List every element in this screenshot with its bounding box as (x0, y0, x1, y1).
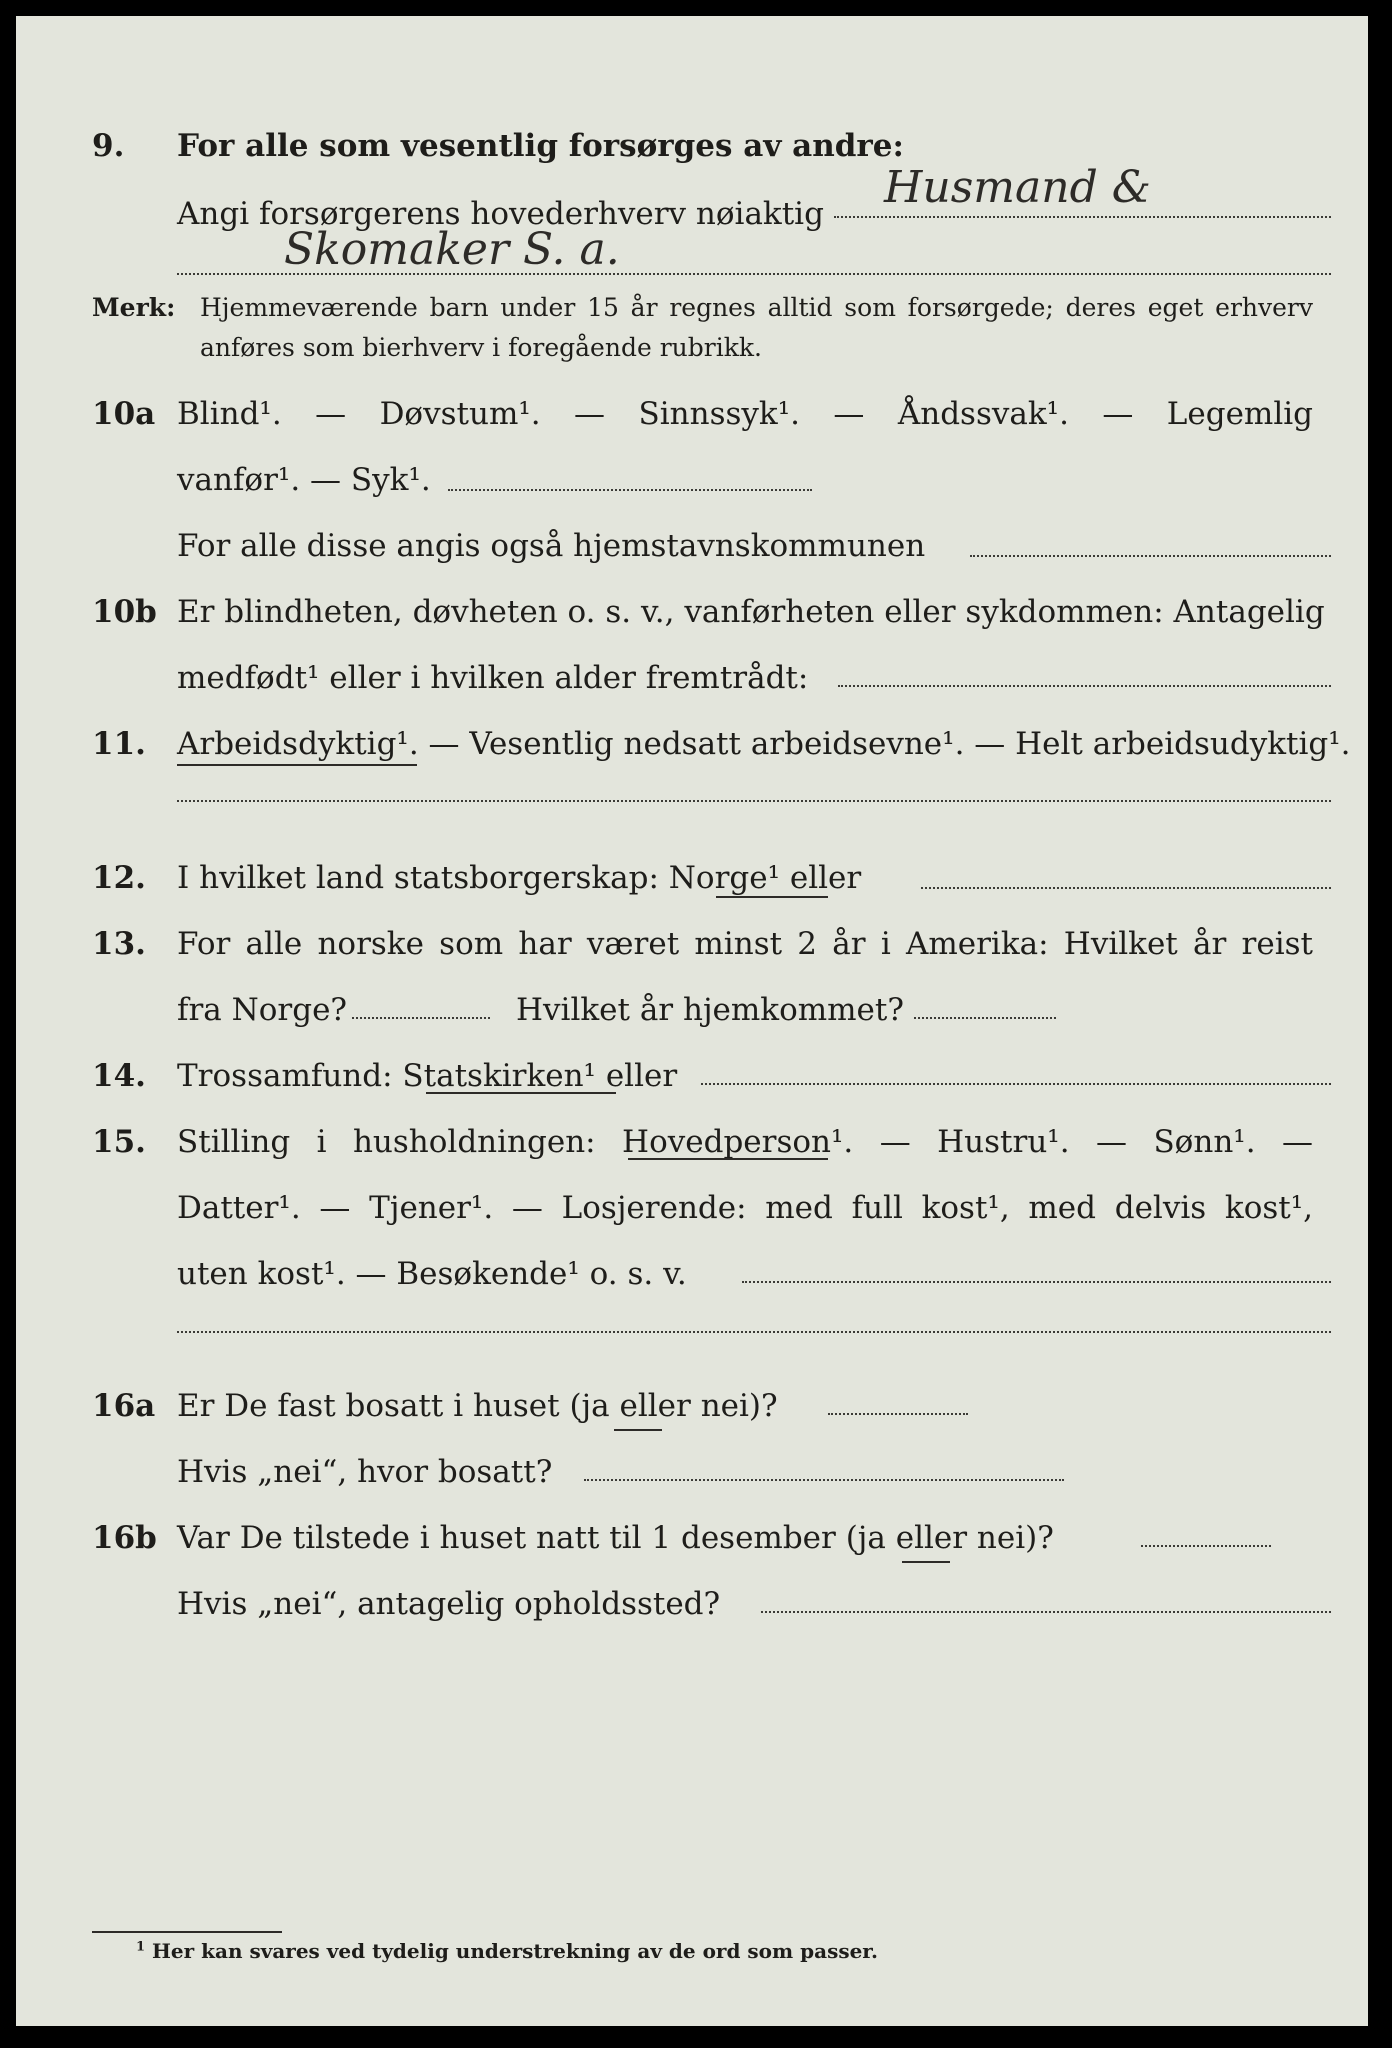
q9-answer-line1[interactable] (834, 216, 1331, 218)
q16a-answer-mark (614, 1429, 662, 1431)
merk-line1: Hjemmeværende barn under 15 år regnes alltid som forsørgede; deres eget erhverv (200, 293, 1313, 322)
q14-answer-underline (426, 1092, 616, 1094)
q11-answer-underline (177, 764, 417, 766)
q13-line1 (16, 916, 1368, 972)
q15-answer-line[interactable] (742, 1281, 1331, 1283)
q10b-line2 (16, 650, 1368, 706)
q10a-hometown-label: For alle disse angis også hjemstavnskommunen (177, 528, 926, 564)
q14-line1 (16, 1048, 1368, 1104)
q14-number: 14. (92, 1058, 146, 1094)
q16a-line2 (16, 1444, 1368, 1500)
merk-line2: anføres som bierhverv i foregående rubrikk. (200, 333, 762, 362)
q9-number: 9. (92, 128, 125, 164)
q12-line1 (16, 850, 1368, 906)
q11-options: Arbeidsdyktig¹. — Vesentlig nedsatt arbeidsevne¹. — Helt arbeidsudyktig¹. (177, 726, 1351, 762)
q10b-question: Er blindheten, døvheten o. s. v., vanførheten eller sykdommen: Antagelig (177, 594, 1325, 630)
q15-extra-line[interactable] (177, 1331, 1331, 1333)
q9-heading: For alle som vesentlig forsørges av andre: (177, 128, 904, 164)
footnote-mark: 1 (136, 1939, 146, 1955)
q12-answer-underline (716, 896, 828, 898)
q10b-number: 10b (92, 594, 157, 630)
q9-line1 (16, 118, 1368, 174)
q12-answer-line[interactable] (921, 887, 1331, 889)
q15-options3: uten kost¹. — Besøkende¹ o. s. v. (177, 1256, 687, 1292)
q12-number: 12. (92, 860, 146, 896)
q10a-hometown-line[interactable] (970, 555, 1331, 557)
q13-right-answer-line[interactable] (914, 1017, 1056, 1019)
q16b-answer-line[interactable] (1141, 1545, 1271, 1547)
q16b-number: 16b (92, 1520, 157, 1556)
q14-answer-line[interactable] (701, 1083, 1331, 1085)
q16a-answer-line[interactable] (828, 1413, 968, 1415)
q16b-answer-mark (902, 1561, 950, 1563)
q10a-line1 (16, 386, 1368, 442)
q16a-line1 (16, 1378, 1368, 1434)
q16b-line2 (16, 1576, 1368, 1632)
q10a-line2 (16, 452, 1368, 508)
q11-number: 11. (92, 726, 146, 762)
q10a-line3 (16, 518, 1368, 574)
q16b-followup: Hvis „nei“, antagelig opholdssted? (177, 1586, 721, 1622)
q13-left-answer-line[interactable] (352, 1017, 490, 1019)
form-page (16, 16, 1368, 2026)
footnote (136, 1934, 878, 1968)
q16a-question: Er De fast bosatt i huset (ja eller nei)? (177, 1388, 778, 1424)
q13-number: 13. (92, 926, 146, 962)
q13-line2 (16, 982, 1368, 1038)
q16a-followup: Hvis „nei“, hvor bosatt? (177, 1454, 553, 1490)
q15-options: Stilling i husholdningen: Hovedperson¹. — Hustru¹. — Sønn¹. — (177, 1124, 1313, 1160)
q9-label: Angi forsørgerens hovederhverv nøiaktig (177, 196, 824, 232)
q15-line1 (16, 1114, 1368, 1170)
q10b-line1 (16, 584, 1368, 640)
q9-handwritten-answer2: Skomaker S. a. (284, 224, 620, 275)
q15-line2 (16, 1180, 1368, 1236)
q9-line2 (16, 186, 1368, 242)
q10a-number: 10a (92, 396, 156, 432)
q16a-followup-line[interactable] (584, 1479, 1064, 1481)
q9-handwritten-answer1: Husmand & (884, 162, 1151, 213)
q10a-options: Blind¹. — Døvstum¹. — Sinnssyk¹. — Åndssvak¹. — Legemlig (177, 396, 1313, 432)
footnote-rule (92, 1931, 282, 1933)
q16a-number: 16a (92, 1388, 156, 1424)
q15-line3 (16, 1246, 1368, 1302)
q10b-question2: medfødt¹ eller i hvilken alder fremtrådt: (177, 660, 809, 696)
footnote-text: Her kan svares ved tydelig understrekning av de ord som passer. (152, 1939, 878, 1963)
q10a-options2: vanfør¹. — Syk¹. (177, 462, 431, 498)
merk-label: Merk: (92, 293, 176, 322)
q14-question: Trossamfund: Statskirken¹ eller (177, 1058, 678, 1094)
q13-left-label: fra Norge? (177, 992, 348, 1028)
q16b-followup-line[interactable] (761, 1611, 1331, 1613)
q13-right-label: Hvilket år hjemkommet? (516, 992, 904, 1028)
q13-question: For alle norske som har været minst 2 år i Amerika: Hvilket år reist (177, 926, 1313, 962)
q15-options2: Datter¹. — Tjener¹. — Losjerende: med full kost¹, med delvis kost¹, (177, 1190, 1313, 1226)
q16b-question: Var De tilstede i huset natt til 1 desember (ja eller nei)? (177, 1520, 1054, 1556)
q10a-answer-line[interactable] (448, 489, 812, 491)
q15-number: 15. (92, 1124, 146, 1160)
q15-answer-underline (628, 1158, 828, 1160)
q16b-line1 (16, 1510, 1368, 1566)
q12-question: I hvilket land statsborgerskap: Norge¹ eller (177, 860, 862, 896)
q11-extra-line[interactable] (177, 800, 1331, 802)
q10b-answer-line[interactable] (838, 685, 1331, 687)
